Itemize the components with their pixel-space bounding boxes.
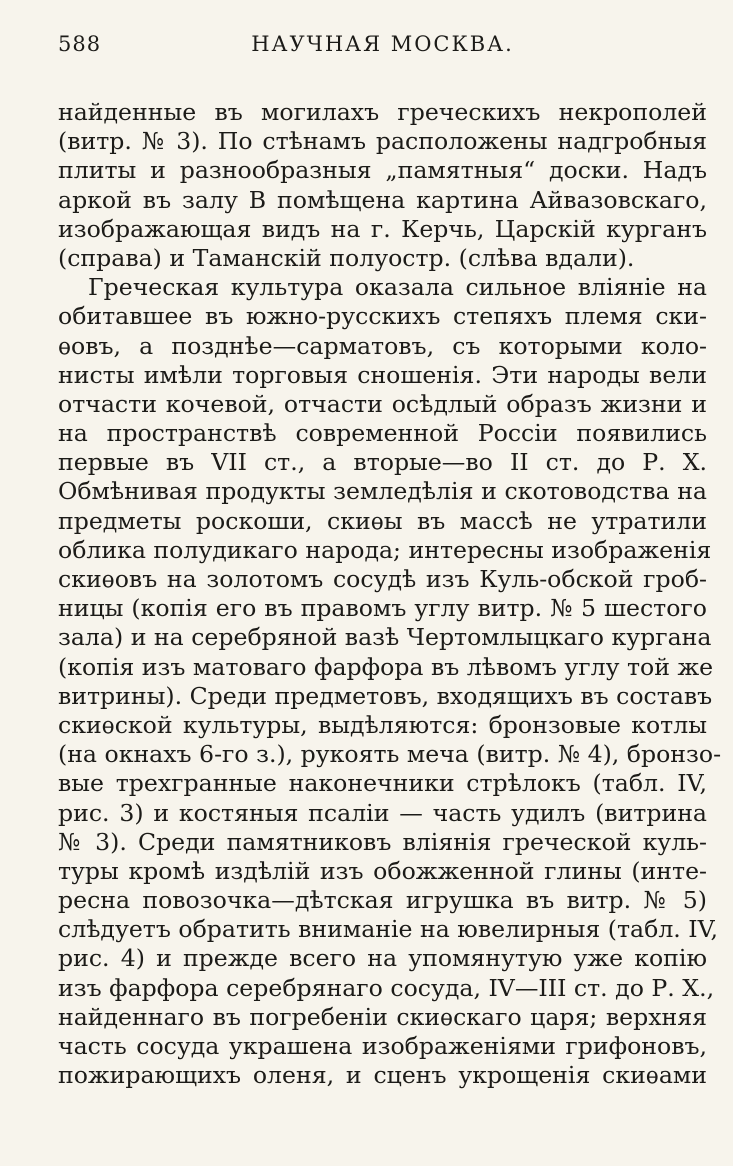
text-line: обитавшее въ южно-русскихъ степяхъ племя ски- xyxy=(58,302,707,331)
text-line: ницы (копія его въ правомъ углу витр. № 5 шестого xyxy=(58,594,707,623)
text-line: изображающая видъ на г. Керчь, Царскій курганъ xyxy=(58,214,707,243)
text-line: найденнаго въ погребеніи скиѳскаго царя; верхняя xyxy=(58,1002,707,1031)
text-line: плиты и разнообразныя „памятныя“ доски. Надъ xyxy=(58,156,707,185)
text-line: найденные въ могилахъ греческихъ некрополей xyxy=(58,98,707,126)
text-line: (копія изъ матоваго фарфора въ лѣвомъ углу той же xyxy=(58,652,714,681)
text-line: скиѳской культуры, выдѣляются: бронзовые котлы xyxy=(58,710,707,739)
text-line: зала) и на серебряной вазѣ Чертомлыцкаго кургана xyxy=(58,623,712,652)
text-line: первые въ VII ст., а вторые—во II ст. до Р. Х. xyxy=(58,448,707,477)
text-line: № 3). Среди памятниковъ вліянія греческой куль- xyxy=(58,827,707,856)
text-line: рис. 4) и прежде всего на упомянутую уже копію xyxy=(58,944,707,973)
text-line: слѣдуетъ обратить вниманіе на ювелирныя (табл. IV, xyxy=(58,915,719,944)
text-line: туры кромѣ издѣлій изъ обожженной глины (инте- xyxy=(58,856,707,885)
running-head xyxy=(58,24,707,60)
paragraph-start-line: Греческая культура оказала сильное вліяніе на xyxy=(88,273,707,302)
text-line: ѳовъ, а позднѣе—сарматовъ, съ которыми коло- xyxy=(58,331,707,360)
text-line: предметы роскоши, скиѳы въ массѣ не утратили xyxy=(58,506,707,535)
text-line: Обмѣнивая продукты земледѣлія и скотоводства на xyxy=(58,477,707,506)
page-number: 588 xyxy=(58,32,102,56)
text-line: пожирающихъ оленя, и сценъ укрощенія скиѳами xyxy=(58,1061,707,1090)
text-line: скиѳовъ на золотомъ сосудѣ изъ Куль-обской гроб- xyxy=(58,565,707,593)
text-line: изъ фарфора серебрянаго сосуда, IV—III ст. до Р. Х., xyxy=(58,973,715,1002)
text-line: нисты имѣли торговыя сношенія. Эти народы вели xyxy=(58,360,707,389)
text-line: часть сосуда украшена изображеніями грифоновъ, xyxy=(58,1032,707,1060)
text-line: рис. 3) и костяныя псаліи — часть удилъ (витрина xyxy=(58,798,707,827)
text-line: облика полудикаго народа; интересны изображенія xyxy=(58,535,712,564)
text-line: (витр. № 3). По стѣнамъ расположены надгробныя xyxy=(58,127,707,156)
text-line: ресна повозочка—дѣтская игрушка въ витр. № 5) xyxy=(58,886,707,915)
text-line: аркой въ залу В помѣщена картина Айвазовскаго, xyxy=(58,185,707,214)
text-line: вые трехгранные наконечники стрѣлокъ (табл. IV, xyxy=(58,769,707,798)
paragraph-end-line: (справа) и Таманскій полуостр. (слѣва вдали). xyxy=(58,243,635,272)
text-line: витрины). Среди предметовъ, входящихъ въ составъ xyxy=(58,681,713,710)
text-line: на пространствѣ современной Россіи появились xyxy=(58,419,707,448)
running-title: НАУЧНАЯ МОСКВА. xyxy=(251,32,514,56)
text-line: отчасти кочевой, отчасти осѣдлый образъ жизни и xyxy=(58,389,707,418)
body-text xyxy=(58,98,722,1090)
text-line: (на окнахъ 6-го з.), рукоять меча (витр. № 4), бронзо- xyxy=(58,740,722,769)
